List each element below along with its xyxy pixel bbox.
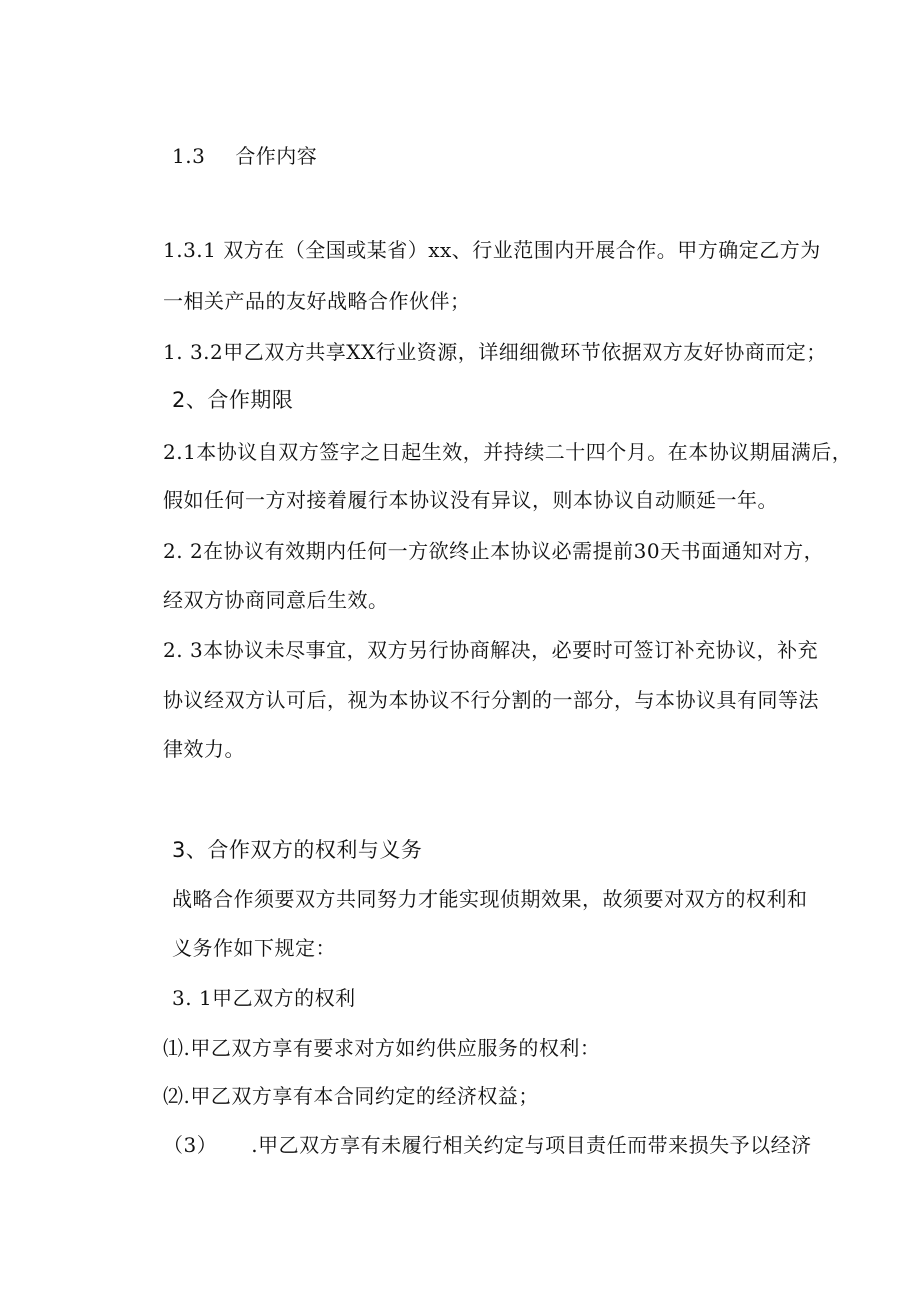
section-1-3-title <box>172 142 317 170</box>
paragraph-2-3-line-2: 协议经双方认可后，视为本协议不行分割的一部分，与本协议具有同等法 <box>163 688 819 712</box>
paragraph-2-3-line-1: 2. 3本协议未尽事宜，双方另行协商解决，必要时可签订补充协议，补充 <box>163 638 819 662</box>
paragraph-1-3-1-line-2: 一相关产品的友好战略合作伙伴； <box>163 289 471 313</box>
right-item-2: ⑵.甲乙双方享有本合同约定的经济权益； <box>163 1084 539 1108</box>
paragraph-1-3-1-line-1: 1.3.1 双方在（全国或某省）xx、行业范围内开展合作。甲方确定乙方为 <box>163 238 821 262</box>
right-item-3-text: .甲乙双方享有未履行相关约定与项目责任而带来损失予以经济 <box>251 1133 812 1157</box>
paragraph-2-1-line-2: 假如任何一方对接着履行本协议没有异议，则本协议自动顺延一年。 <box>163 488 778 512</box>
subsection-3-1-title: 3. 1甲乙双方的权利 <box>172 986 356 1010</box>
paragraph-2-2-line-2: 经双方协商同意后生效。 <box>163 588 389 612</box>
right-item-3 <box>163 1131 812 1159</box>
section-3-intro-line-2: 义务作如下规定： <box>172 936 336 960</box>
paragraph-2-1-line-1: 2.1本协议自双方签字之日起生效，并持续二十四个月。在本协议期届满后， <box>163 440 853 464</box>
section-3-heading: 3、合作双方的权利与义务 <box>172 838 423 862</box>
section-2-heading: 2、合作期限 <box>172 388 294 412</box>
section-number: 1.3 <box>172 144 206 168</box>
section-title: 合作内容 <box>235 144 318 168</box>
paragraph-2-3-line-3: 律效力。 <box>163 737 245 761</box>
paragraph-2-2-line-1: 2. 2在协议有效期内任何一方欲终止本协议必需提前30天书面通知对方， <box>163 539 825 563</box>
paragraph-1-3-2: 1. 3.2甲乙双方共享XX行业资源，详细细微环节依据双方友好协商而定； <box>163 340 827 364</box>
section-3-intro-line-1: 战略合作须要双方共同努力才能实现侦期效果，故须要对双方的权利和 <box>172 887 808 911</box>
right-item-1: ⑴.甲乙双方享有要求对方如约供应服务的权利： <box>163 1036 601 1060</box>
right-item-3-number: （3） <box>163 1133 218 1157</box>
